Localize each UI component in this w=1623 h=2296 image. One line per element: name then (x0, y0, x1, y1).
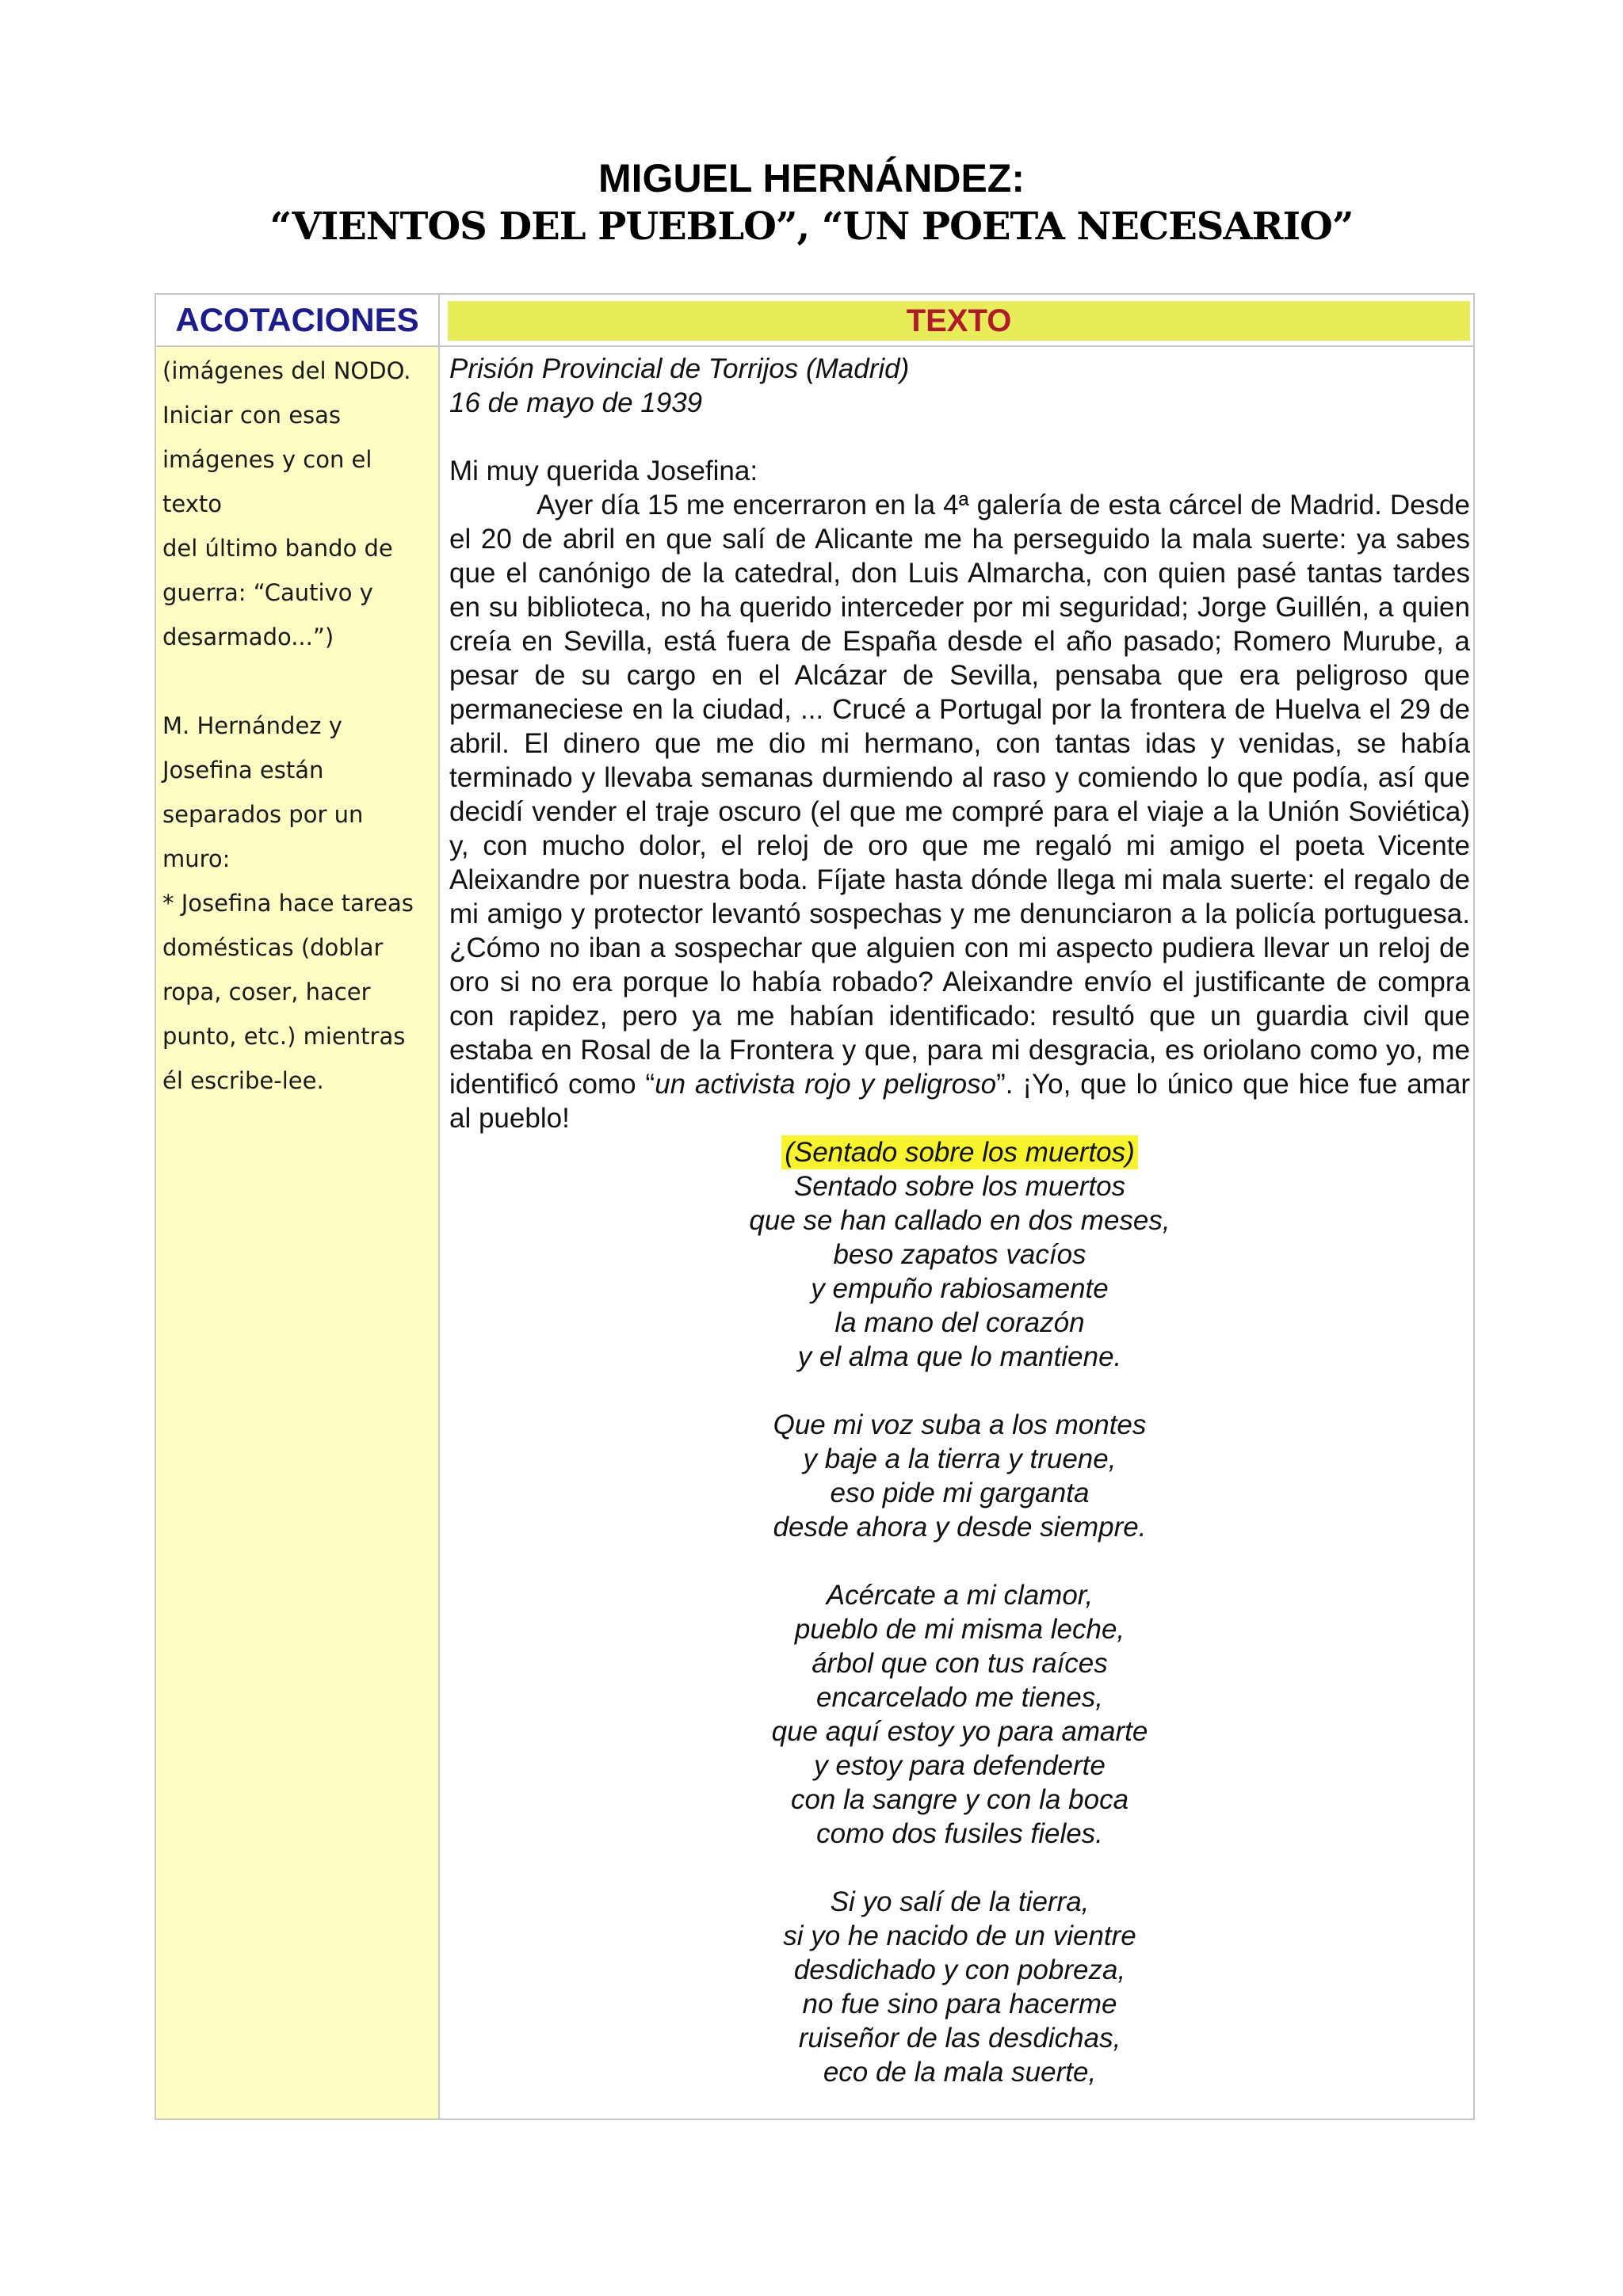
letter-date: 16 de mayo de 1939 (449, 387, 703, 418)
poem-line: que se han callado en dos meses, (749, 1205, 1170, 1236)
poem-stanza (449, 1885, 1470, 2089)
poem-line: que aquí estoy yo para amarte (771, 1716, 1148, 1747)
document-subtitle: “VIENTOS DEL PUEBLO”, “UN POETA NECESARIO” (269, 204, 1354, 249)
note-line: (imágenes del NODO. (162, 357, 411, 384)
poem-line: desde ahora y desde siempre. (773, 1512, 1147, 1543)
poem-line: Que mi voz suba a los montes (773, 1409, 1147, 1440)
letter-body-end: ”. ¡Yo, que lo único que hice fue amar al pueblo! (449, 1069, 1471, 1134)
poem-stanza (449, 1408, 1470, 1544)
poem-line: árbol que con tus raíces (812, 1648, 1108, 1679)
note-line: del último bando de (162, 535, 393, 562)
poem-line: Acércate a mi clamor, (826, 1580, 1094, 1611)
poem-line: Si yo salí de la tierra, (830, 1886, 1090, 1917)
note-line: él escribe-lee. (162, 1067, 324, 1094)
poem-line: Sentado sobre los muertos (793, 1171, 1126, 1202)
poem-title: (Sentado sobre los muertos) (781, 1135, 1138, 1169)
poem-stanza (449, 1169, 1470, 1374)
note-line: ropa, coser, hacer (162, 978, 371, 1005)
poem-line: ruiseñor de las desdichas, (798, 2023, 1121, 2054)
letter-body-text: Ayer día 15 me encerraron en la 4ª galería de esta cárcel de Madrid. Desde el 20 de abril en que salí de Alicante me ha perseguido la mala suerte: ya sabes que el canónigo de la catedral, don Luis Almarcha, con quien pasé tantas tardes en su biblioteca, no ha querido interceder por mi seguridad; Jorge Guillén, a quien creía en Sevilla, está fuera de España desde el año pasado; Romero Murube, a pesar de su cargo en el Alcázar de Sevilla, pensaba que era peligroso que permaneciese en la ciudad, ... Crucé a Portugal por la frontera de Huelva el 29 de abril. El dinero que me dio mi hermano, con tantas idas y venidas, se había terminado y llevaba semanas durmiendo al raso y comiendo lo que podía, así que decidí vender el traje oscuro (el que me compré para el viaje a la Unión Soviética) y, con mucho dolor, el reloj de oro que me regaló mi amigo el poeta Vicente Aleixandre por nuestra boda. Fíjate hasta dónde llega mi mala suerte: el regalo de mi amigo y protector levantó sospechas y me denunciaron a la policía portuguesa. ¿Cómo no iban a sospechar que alguien con mi aspecto pudiera llevar un reloj de oro si no era porque lo había robado? Aleixandre envío el justificante de compra con rapidez, pero ya me habían identificado: resultó que un guardia civil que estaba en Rosal de la Frontera y que, para mi desgracia, es oriolano como yo, me identificó como “ (449, 490, 1470, 1100)
poem-line: no fue sino para hacerme (802, 1989, 1117, 2019)
poem-line: con la sangre y con la boca (790, 1784, 1129, 1815)
note-line: domésticas (doblar (162, 934, 384, 961)
note-line: Iniciar con esas (162, 402, 342, 429)
poem-line: y baje a la tierra y truene, (803, 1444, 1117, 1474)
header-divider (156, 345, 1473, 347)
letter-body (449, 488, 1470, 1135)
note-line: desarmado...”) (162, 624, 334, 650)
letter-body-quote: un activista rojo y peligroso (655, 1069, 997, 1100)
poem-line: pueblo de mi misma leche, (794, 1614, 1125, 1645)
note-line: * Josefina hace tareas (162, 890, 414, 917)
poem-title-line (449, 1135, 1470, 1169)
poem-line: eco de la mala suerte, (823, 2057, 1097, 2088)
poem-line: si yo he nacido de un vientre (783, 1920, 1136, 1951)
note-nodo (162, 349, 436, 659)
header-texto: TEXTO (448, 301, 1470, 341)
header-acotaciones: ACOTACIONES (175, 301, 419, 338)
note-line: separados por un muro: (162, 801, 364, 872)
letter-salutation: Mi muy querida Josefina: (449, 456, 758, 486)
note-line: M. Hernández y (162, 712, 342, 739)
poem-line: y empuño rabiosamente (811, 1273, 1109, 1304)
letter-place: Prisión Provincial de Torrijos (Madrid) (449, 353, 910, 384)
poem-line: desdichado y con pobreza, (793, 1955, 1126, 1985)
poem-line: y el alma que lo mantiene. (797, 1341, 1122, 1372)
poem-line: como dos fusiles fieles. (816, 1818, 1103, 1849)
note-line: imágenes y con el texto (162, 446, 372, 517)
poem-line: la mano del corazón (834, 1307, 1085, 1338)
texto-column (449, 352, 1470, 2089)
note-line: guerra: “Cautivo y (162, 579, 373, 606)
acotaciones-notes (162, 349, 436, 1103)
note-line: punto, etc.) mientras (162, 1023, 406, 1050)
document-title: MIGUEL HERNÁNDEZ: (598, 156, 1025, 200)
poem-line: y estoy para defenderte (814, 1750, 1106, 1781)
poem-stanza (449, 1578, 1470, 1851)
note-line: Josefina están (162, 757, 324, 784)
poem-line: eso pide mi garganta (830, 1478, 1090, 1508)
column-divider (438, 295, 440, 2119)
poem-line: encarcelado me tienes, (816, 1682, 1103, 1713)
note-muro (162, 704, 436, 1103)
poem-line: beso zapatos vacíos (833, 1239, 1086, 1270)
